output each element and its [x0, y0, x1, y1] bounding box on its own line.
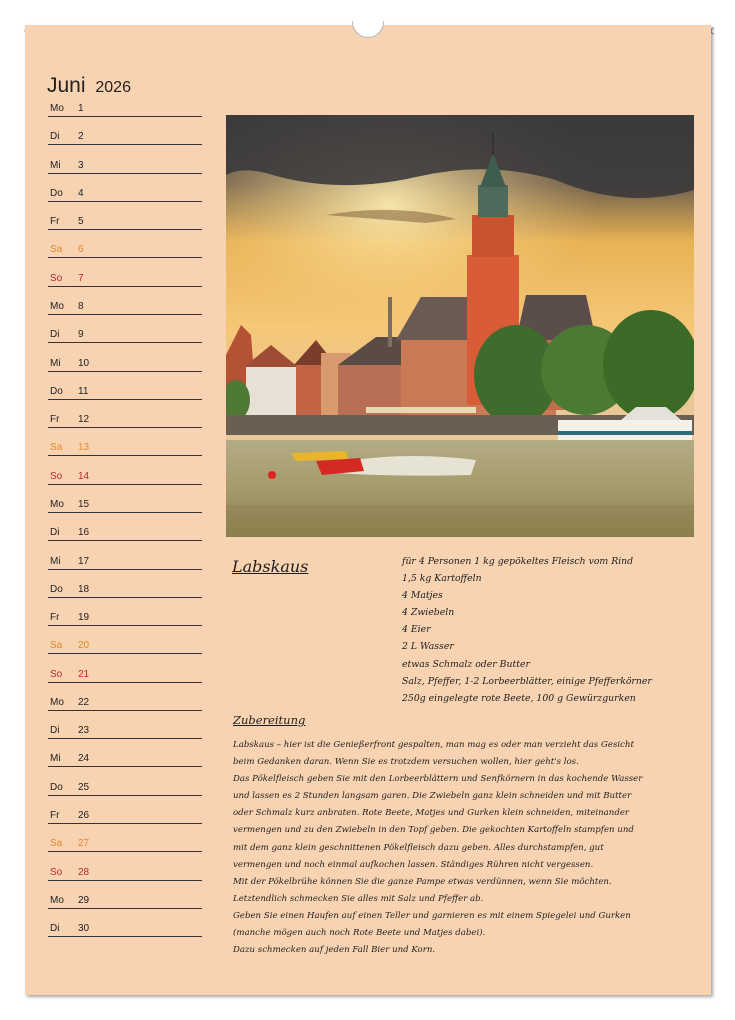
day-row — [48, 357, 202, 372]
harbor-town-hall-image — [226, 115, 694, 537]
ingredient-line: 1,5 kg Kartoffeln — [402, 573, 482, 585]
day-abbr: Sa — [50, 244, 63, 256]
day-number: 22 — [78, 696, 90, 708]
day-number: 11 — [78, 385, 89, 397]
day-abbr: Sa — [50, 838, 63, 850]
harbor-photo — [226, 115, 694, 537]
day-number: 18 — [78, 583, 90, 595]
day-abbr: Do — [50, 781, 63, 793]
day-abbr: Mo — [50, 301, 64, 312]
day-number: 6 — [78, 244, 84, 256]
day-abbr: Sa — [50, 442, 63, 454]
day-row — [48, 130, 202, 145]
instruction-line: Labskaus – hier ist die Genießerfront gespalten, man mag es oder man verzieht das Gesicht — [233, 740, 634, 750]
day-number: 8 — [78, 301, 84, 312]
day-abbr: Di — [50, 725, 60, 737]
day-abbr: So — [50, 272, 63, 284]
day-number: 28 — [78, 866, 90, 878]
month-title — [47, 74, 131, 98]
day-number: 20 — [78, 640, 90, 652]
day-abbr: Do — [50, 385, 63, 397]
day-number: 17 — [78, 555, 90, 567]
day-number: 23 — [78, 725, 90, 737]
day-number: 2 — [78, 131, 84, 143]
ingredient-line: 4 Matjes — [402, 590, 443, 602]
instruction-line: Geben Sie einen Haufen auf einen Teller und garnieren es mit einem Spiegelei und Gurken — [233, 910, 631, 921]
day-abbr: So — [50, 668, 63, 680]
day-abbr: Di — [50, 527, 60, 539]
instruction-line: Dazu schmecken auf jeden Fall Bier und Korn. — [233, 945, 436, 956]
ingredient-line: 4 Zwiebeln — [402, 607, 455, 619]
day-row — [48, 668, 202, 683]
day-number: 29 — [78, 894, 90, 906]
day-row — [48, 724, 202, 739]
instruction-line: mit dem ganz klein geschnittenen Pökelfleisch dazu geben. Alles durchstampfen, gut — [233, 842, 604, 853]
day-row — [48, 243, 202, 258]
day-number: 25 — [78, 781, 90, 793]
day-abbr: Di — [50, 923, 60, 935]
day-abbr: Fr — [50, 612, 60, 623]
day-abbr: Mi — [50, 555, 61, 567]
day-abbr: Fr — [50, 414, 60, 426]
day-number: 21 — [78, 668, 90, 680]
day-row — [48, 215, 202, 230]
day-abbr: Mi — [50, 357, 61, 369]
day-row — [48, 555, 202, 570]
day-abbr: Mi — [50, 159, 61, 171]
day-number: 10 — [78, 357, 90, 369]
day-row — [48, 894, 202, 909]
instruction-line: beim Gedanken daran. Wenn Sie es trotzdem versuchen wollen, hier geht's los. — [233, 757, 579, 768]
ingredient-line: etwas Schmalz oder Butter — [402, 658, 530, 670]
ingredients-list — [402, 553, 702, 707]
day-row — [48, 639, 202, 654]
day-number: 7 — [78, 272, 84, 284]
day-abbr: Sa — [50, 640, 63, 652]
day-number: 24 — [78, 753, 90, 765]
day-abbr: Mo — [50, 103, 64, 114]
instruction-line: oder Schmalz kurz anbraten. Rote Beete, Matjes und Gurken klein schneiden, miteinander — [233, 808, 630, 819]
day-row — [48, 837, 202, 852]
day-abbr: Di — [50, 131, 60, 143]
day-abbr: Mo — [50, 894, 64, 906]
day-row — [48, 696, 202, 711]
day-row — [48, 413, 202, 428]
day-number: 26 — [78, 810, 90, 821]
day-abbr: Mi — [50, 753, 61, 765]
day-number: 9 — [78, 329, 84, 341]
day-abbr: Mo — [50, 498, 64, 510]
day-number: 4 — [78, 187, 84, 199]
ingredient-line: Salz, Pfeffer, 1-2 Lorbeerblätter, einige Pfefferkörner — [402, 675, 652, 687]
instruction-line: vermengen und noch einmal aufkochen lassen. Ständiges Rühren nicht vergessen. — [233, 859, 594, 870]
day-row — [48, 272, 202, 287]
binding-hole — [711, 28, 714, 34]
day-row — [48, 102, 202, 117]
ingredient-line: 2 L Wasser — [402, 641, 454, 653]
day-abbr: Do — [50, 187, 63, 199]
recipe-title: Labskaus — [232, 557, 309, 576]
day-row — [48, 866, 202, 881]
day-row — [48, 809, 202, 824]
day-row — [48, 781, 202, 796]
day-abbr: Di — [50, 329, 60, 341]
day-abbr: Fr — [50, 810, 60, 821]
day-number: 16 — [78, 527, 90, 539]
day-number: 12 — [78, 414, 90, 426]
day-number: 3 — [78, 159, 84, 171]
ingredient-line: 4 Eier — [402, 624, 431, 636]
month-name: Juni — [47, 74, 86, 97]
instructions-text — [233, 737, 693, 959]
day-number: 5 — [78, 216, 84, 228]
day-row — [48, 441, 202, 456]
instruction-line: (manche mögen auch noch Rote Beete und Matjes dabei). — [233, 928, 486, 939]
day-row — [48, 752, 202, 767]
day-abbr: So — [50, 866, 63, 878]
day-row — [48, 187, 202, 202]
instruction-line: Das Pökelfleisch geben Sie mit den Lorbeerblättern und Senfkörnern in das kochende Wasser — [233, 774, 643, 785]
day-row — [48, 498, 202, 513]
day-row — [48, 328, 202, 343]
day-row — [48, 611, 202, 626]
day-number: 27 — [78, 838, 90, 850]
day-abbr: Mo — [50, 696, 64, 708]
day-number: 1 — [78, 103, 84, 114]
month-year: 2026 — [95, 79, 131, 96]
preparation-title: Zubereitung — [233, 713, 306, 727]
day-number: 30 — [78, 923, 90, 935]
day-number: 15 — [78, 498, 90, 510]
day-row — [48, 159, 202, 174]
day-row — [48, 385, 202, 400]
instruction-line: und lassen es 2 Stunden langsam garen. Die Zwiebeln ganz klein schneiden und mit Butter — [233, 791, 632, 802]
day-abbr: Do — [50, 583, 63, 595]
day-row — [48, 922, 202, 937]
day-row — [48, 526, 202, 541]
day-number: 19 — [78, 612, 90, 623]
instruction-line: Letztendlich schmecken Sie alles mit Salz und Pfeffer ab. — [233, 893, 484, 904]
day-row — [48, 300, 202, 315]
day-number: 13 — [78, 442, 90, 454]
ingredient-line: 250g eingelegte rote Beete, 100 g Gewürzgurken — [402, 692, 636, 704]
instruction-line: vermengen und zu den Zwiebeln in den Topf geben. Die gekochten Kartoffeln stampfen und — [233, 825, 634, 836]
day-row — [48, 583, 202, 598]
instruction-line: Mit der Pökelbrühe können Sie die ganze Pampe etwas verdünnen, wenn Sie möchten. — [233, 876, 612, 887]
day-abbr: Fr — [50, 216, 60, 228]
day-row — [48, 470, 202, 485]
day-abbr: So — [50, 470, 63, 482]
day-number: 14 — [78, 470, 90, 482]
ingredient-line: für 4 Personen 1 kg gepökeltes Fleisch vom Rind — [402, 556, 634, 567]
